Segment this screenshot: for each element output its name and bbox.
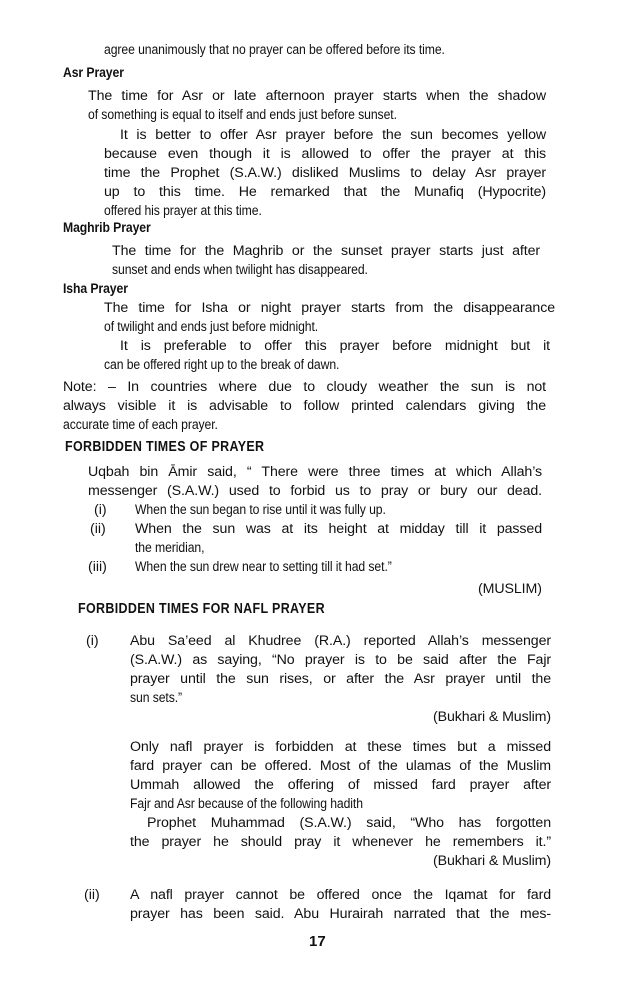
text-line: Fajr and Asr because of the following hadith (130, 796, 363, 812)
text-line: accurate time of each prayer. (63, 417, 218, 433)
text-line: the prayer he should pray it whenever he remembers it.” (130, 834, 551, 850)
citation: (Bukhari & Muslim) (433, 853, 552, 869)
text-line: The time for the Maghrib or the sunset prayer starts just after (112, 243, 540, 259)
text-line: of something is equal to itself and ends just before sunset. (88, 107, 397, 123)
list-marker: (ii) (90, 521, 106, 537)
text-line: fard prayer can be offered. Most of the ulamas of the Muslim (130, 758, 551, 774)
text-line: because even though it is allowed to offer the prayer at this (104, 146, 546, 162)
text-line: A nafl prayer cannot be offered once the Iqamat for fard (130, 887, 551, 903)
text-line: sun sets.” (130, 690, 183, 706)
text-line: prayer until the sun rises, or after the Asr prayer until the (130, 671, 551, 687)
text-line: of twilight and ends just before midnight. (104, 319, 319, 335)
text-line: Uqbah bin Āmir said, “ There were three times at which Allah’s (88, 464, 542, 480)
text-line: always visible it is advisable to follow printed calendars giving the (63, 398, 546, 414)
text-line: Ummah allowed the offering of missed fard prayer after (130, 777, 551, 793)
text-line: agree unanimously that no prayer can be offered before its time. (104, 42, 445, 58)
list-marker: (i) (94, 502, 107, 518)
list-item: When the sun drew near to setting till it had set.” (135, 559, 392, 575)
section-heading-forbidden-nafl: FORBIDDEN TIMES FOR NAFL PRAYER (78, 601, 325, 617)
note-text: Note: – In countries where due to cloudy weather the sun is not (63, 379, 546, 395)
text-line: up to this time. He remarked that the Munafiq (Hypocrite) (104, 184, 546, 200)
list-item: When the sun was at its height at midday till it passed (135, 521, 542, 537)
text-line: sunset and ends when twilight has disappeared. (112, 262, 368, 278)
section-heading-isha: Isha Prayer (63, 281, 128, 297)
text-line: It is preferable to offer this prayer before midnight but it (120, 338, 550, 354)
text-line: offered his prayer at this time. (104, 203, 262, 219)
note-line (63, 378, 546, 396)
text-line: Only nafl prayer is forbidden at these times but a missed (130, 739, 551, 755)
section-heading-forbidden-times: FORBIDDEN TIMES OF PRAYER (65, 439, 265, 455)
text-line: can be offered right up to the break of dawn. (104, 357, 340, 373)
text-line: The time for Isha or night prayer starts from the disappearance (104, 300, 555, 316)
text-line: The time for Asr or late afternoon prayer starts when the shadow (88, 88, 546, 104)
citation: (Bukhari & Muslim) (433, 709, 552, 725)
text-line: prayer has been said. Abu Hurairah narrated that the mes- (130, 906, 551, 922)
text-line: Abu Sa’eed al Khudree (R.A.) reported Allah’s messenger (130, 633, 551, 649)
section-heading-maghrib: Maghrib Prayer (63, 220, 151, 236)
list-marker: (ii) (84, 887, 100, 903)
list-marker: (i) (86, 633, 99, 649)
text-line: messenger (S.A.W.) used to forbid us to pray or bury our dead. (88, 483, 542, 499)
citation: (MUSLIM) (478, 581, 542, 597)
section-heading-asr: Asr Prayer (63, 65, 124, 81)
text-line: time the Prophet (S.A.W.) disliked Muslims to delay Asr prayer (104, 165, 546, 181)
list-item: the meridian, (135, 540, 205, 556)
text-line: Prophet Muhammad (S.A.W.) said, “Who has forgotten (147, 815, 551, 831)
text-line: (S.A.W.) as saying, “No prayer is to be said after the Fajr (130, 652, 551, 668)
page-number: 17 (309, 933, 326, 950)
text-line: It is better to offer Asr prayer before the sun becomes yellow (120, 127, 546, 143)
list-marker: (iii) (88, 559, 107, 575)
list-item: When the sun began to rise until it was fully up. (135, 502, 386, 518)
